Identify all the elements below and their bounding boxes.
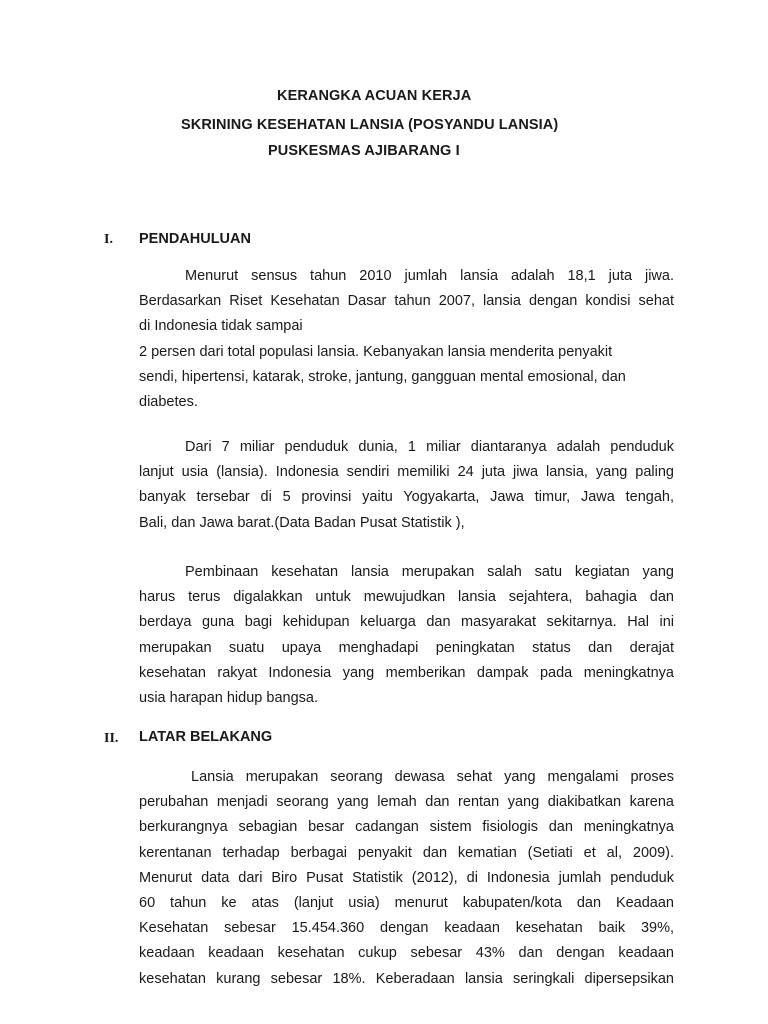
text-line: berdaya guna bagi kehidupan keluarga dan masyarakat sekitarnya. Hal ini <box>139 614 674 631</box>
text-line: 2 persen dari total populasi lansia. Kebanyakan lansia menderita penyakit <box>139 343 613 360</box>
section-heading: LATAR BELAKANG <box>139 729 273 745</box>
text-line: Bali, dan Jawa barat.(Data Badan Pusat Statistik ), <box>139 514 465 531</box>
section-number: I. <box>104 232 113 247</box>
text-line: harus terus digalakkan untuk mewujudkan lansia sejahtera, bahagia dan <box>139 589 674 606</box>
text-line: Menurut sensus tahun 2010 jumlah lansia adalah 18,1 juta jiwa. <box>185 268 674 284</box>
text-line: Dari 7 miliar penduduk dunia, 1 miliar diantaranya adalah penduduk <box>185 439 674 455</box>
text-line: kesehatan kurang sebesar 18%. Keberadaan lansia seringkali dipersepsikan <box>139 970 674 987</box>
section-number: II. <box>104 731 119 746</box>
text-line: Kesehatan sebesar 15.454.360 dengan keadaan kesehatan baik 39%, <box>139 920 674 937</box>
text-line: banyak tersebar di 5 provinsi yaitu Yogyakarta, Jawa timur, Jawa tengah, <box>139 489 674 506</box>
text-line: 60 tahun ke atas (lanjut usia) menurut kabupaten/kota dan Keadaan <box>139 894 674 911</box>
document-subtitle: SKRINING KESEHATAN LANSIA (POSYANDU LANSIA) <box>181 117 559 133</box>
section-heading: PENDAHULUAN <box>139 231 251 247</box>
paragraph <box>139 765 674 992</box>
text-line: perubahan menjadi seorang yang lemah dan rentan yang diakibatkan karena <box>139 794 674 811</box>
paragraph <box>139 264 674 415</box>
text-line: lanjut usia (lansia). Indonesia sendiri memiliki 24 juta jiwa lansia, yang paling <box>139 464 674 481</box>
text-line: kesehatan rakyat Indonesia yang memberikan dampak pada meningkatnya <box>139 664 674 681</box>
document-organization: PUSKESMAS AJIBARANG I <box>268 143 460 159</box>
text-line: usia harapan hidup bangsa. <box>139 689 318 706</box>
paragraph <box>139 435 674 536</box>
text-line: di Indonesia tidak sampai <box>139 318 303 335</box>
text-line: Pembinaan kesehatan lansia merupakan salah satu kegiatan yang <box>185 564 674 580</box>
document-title: KERANGKA ACUAN KERJA <box>277 88 472 104</box>
text-line: kerentanan terhadap berbagai penyakit dan kematian (Setiati et al, 2009). <box>139 844 674 861</box>
text-line: sendi, hipertensi, katarak, stroke, jantung, gangguan mental emosional, dan <box>139 368 626 385</box>
text-line: Lansia merupakan seorang dewasa sehat yang mengalami proses <box>191 769 674 785</box>
text-line: berkurangnya sebagian besar cadangan sistem fisiologis dan meningkatnya <box>139 819 674 836</box>
text-line: Menurut data dari Biro Pusat Statistik (2012), di Indonesia jumlah penduduk <box>139 869 674 886</box>
text-line: keadaan keadaan kesehatan cukup sebesar 43% dan dengan keadaan <box>139 945 674 962</box>
text-line: merupakan suatu upaya menghadapi peningkatan status dan derajat <box>139 639 674 656</box>
text-line: Berdasarkan Riset Kesehatan Dasar tahun 2007, lansia dengan kondisi sehat <box>139 293 674 310</box>
text-line: diabetes. <box>139 393 198 410</box>
paragraph <box>139 560 674 711</box>
